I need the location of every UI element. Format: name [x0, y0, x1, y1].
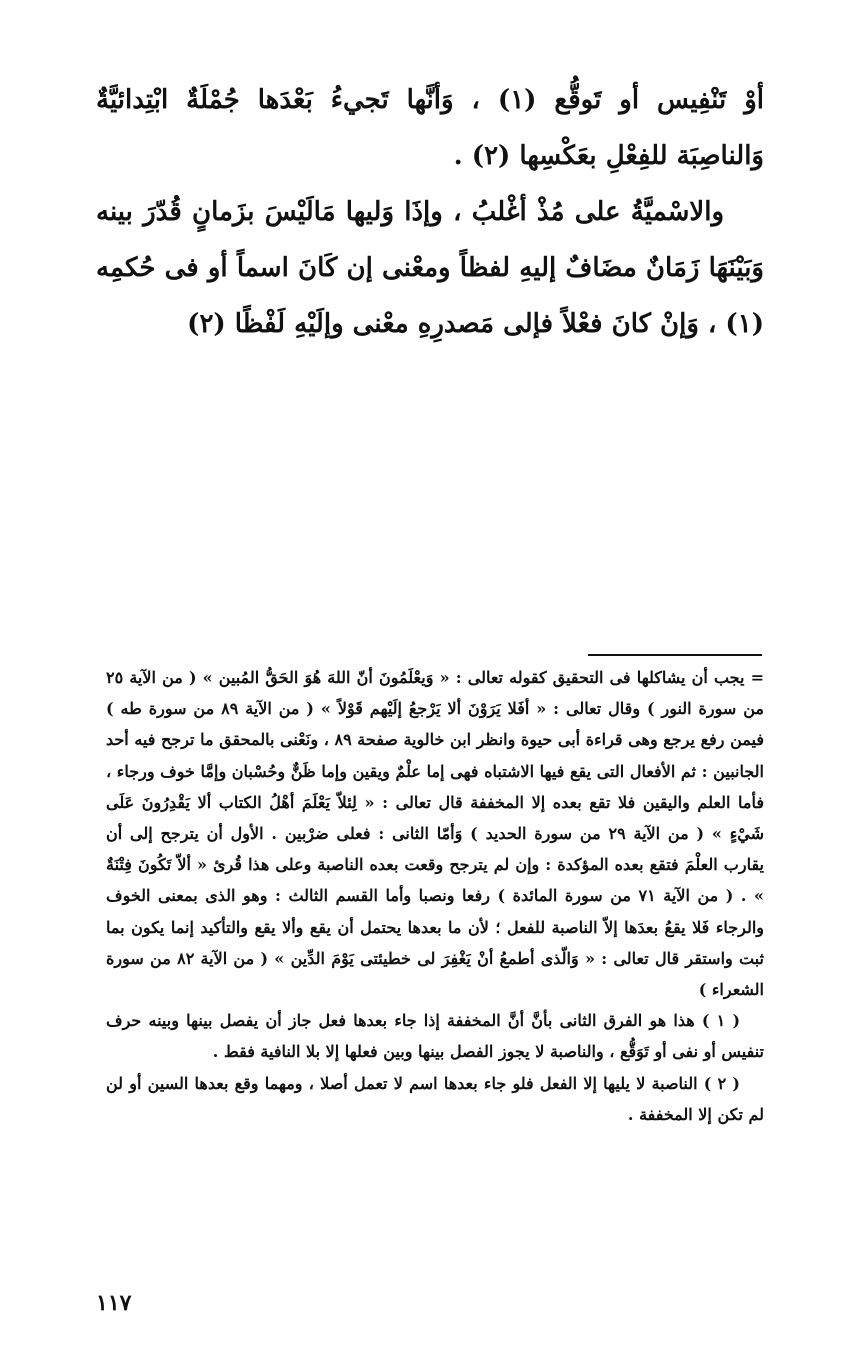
footnote-1: ( ١ ) هذا هو الفرق الثانى بأنَّ أنَّ المخففة إذا جاء بعدها فعل جاز أن يفصل بينها وبينه حرف تنفيس أو نفى أو تَوَقُّع ، والناصبة لا يجوز الفصل بينها وبين فعلها إلا بلا النافية فقط . — [106, 1011, 764, 1062]
footnote-continuation: = يجب أن يشاكلها فى التحقيق كقوله تعالى : « وَيعْلَمُونَ أنّ اللهَ هُوَ الحَقُّ المُبين » ( من الآية ٢٥ من سورة النور ) وقال تعالى : « أفَلا يَرَوْنَ ألا يَرْجعُ إلَيْهم قَوْلاً » ( من الآية ٨٩ من سورة طه ) فيمن رفع يرجع وهى قراءة أبى حيوة وانظر ابن خالوية صفحة ٨٩ ، ونَعْنى بالمحقق ما ترجح فيه أحد الجانبين : ثم الأفعال التى يقع فيها الاشتباه فهى إما علْمٌ ويقين وإما ظَنٌّ وحُسْبان وإمَّا خوف ورجاء ، فأما العلم واليقين فلا تقع بعده إلا المخففة قال تعالى : « لِئلاّ يَعْلَمَ أهْلُ الكتاب ألا يَقْدِرُونَ عَلَى شَيْءٍ » ( من الآية ٢٩ من سورة الحديد ) وَأمّا الثانى : فعلى ضرْبين . الأول أن يترجح إلى أن يقارب العلْمَ فتقع بعده المؤكدة : وإن لم يترجح وقعت بعده الناصبة وعلى هذا قُرئ « ألاّ تَكُونَ فِتْنَةٌ » . ( من الآية ٧١ من سورة المائدة ) رفعا ونصبا وأما القسم الثالث : وهو الذى بمعنى الخوف والرجاء فَلا يقعُ بعدَها إلاّ الناصبة للفعل ؛ لأن ما بعدها يحتمل أن يقع وألا يقع والتأكيد إنما يكون بما ثبت واستقر قال تعالى : « وَالّذى أطمعُ أنْ يَغْفِرَ لى خطيئتى يَوْمَ الدِّين » ( من الآية ٨٢ من سورة الشعراء ) — [106, 668, 765, 1000]
page-number: ١١٧ — [96, 1290, 132, 1316]
footnote-2: ( ٢ ) الناصبة لا يليها إلا الفعل فلو جاء بعدها اسم لا تعمل أصلا ، ومهما وقع بعدها السين أو لن لم تكن إلا المخففة . — [106, 1073, 764, 1124]
main-paragraph-1: أوْ تَنْفِيس أو تَوقُّع (١) ، وَأنَّها تَجيءُ بَعْدَها جُمْلَةٌ ابْتِدائيَّةٌ وَالناصِبَة للفِعْلِ بعَكْسِها (٢) . — [96, 85, 765, 171]
footnote-separator — [588, 654, 762, 656]
footnotes — [106, 662, 764, 1130]
main-paragraph-2: والاسْميَّةُ على مُذْ أغْلبُ ، وإذَا وَليها مَالَيْسَ بزَمانٍ قُدّرَ بينه وَبَيْنَهَا زَمَانٌ مضَافٌ إليهِ لفظاً ومعْنى إن كَانَ اسماً أو فى حُكمِه (١) ، وَإنْ كانَ فعْلاً فإلى مَصدرِهِ معْنى وإلَيْهِ لَفْظًا (٢) — [96, 197, 764, 339]
main-text — [96, 72, 764, 352]
